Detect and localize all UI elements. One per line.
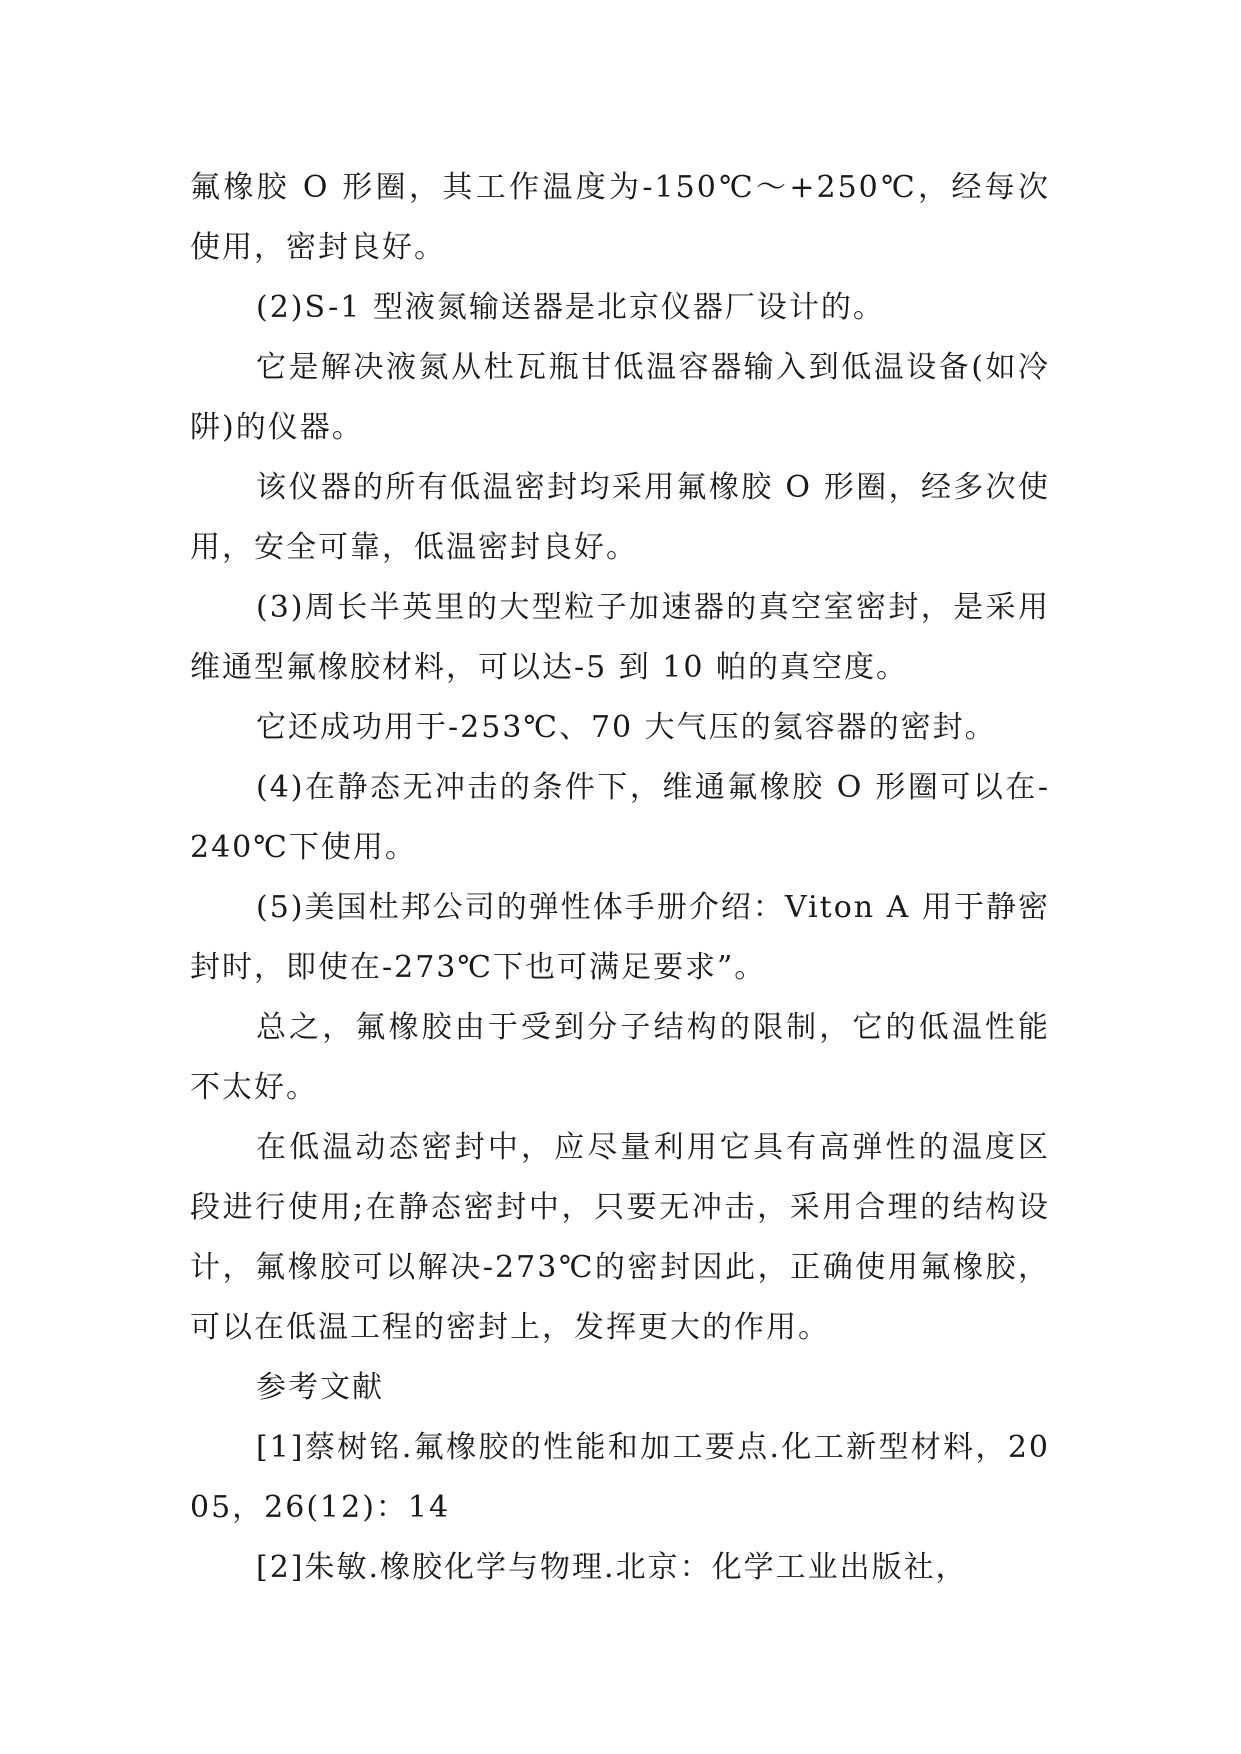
paragraph: (4)在静态无冲击的条件下，维通氟橡胶 O 形圈可以在-240℃下使用。 xyxy=(190,770,1050,865)
paragraph: (2)S-1 型液氮输送器是北京仪器厂设计的。 xyxy=(256,290,885,325)
paragraph: (5)美国杜邦公司的弹性体手册介绍：Viton A 用于静密封时，即使在-273℃下也可满足要求”。 xyxy=(190,890,1050,985)
reference-item: [2]朱敏.橡胶化学与物理.北京：化学工业出版社， xyxy=(256,1550,968,1585)
body-text xyxy=(190,158,1050,1598)
paragraph: 在低温动态密封中，应尽量利用它具有高弹性的温度区段进行使用;在静态密封中，只要无冲击，采用合理的结构设计，氟橡胶可以解决-273℃的密封因此，正确使用氟橡胶，可以在低温工程的密封上，发挥更大的作用。 xyxy=(190,1130,1050,1345)
paragraph: 总之，氟橡胶由于受到分子结构的限制，它的低温性能不太好。 xyxy=(190,1010,1050,1105)
paragraph: 它是解决液氮从杜瓦瓶甘低温容器输入到低温设备(如冷阱)的仪器。 xyxy=(190,350,1050,445)
paragraph: 该仪器的所有低温密封均采用氟橡胶 O 形圈，经多次使用，安全可靠，低温密封良好。 xyxy=(190,470,1050,565)
reference-item: [1]蔡树铭.氟橡胶的性能和加工要点.化工新型材料，2005，26(12)：14 xyxy=(190,1430,1050,1525)
references-heading: 参考文献 xyxy=(256,1370,384,1405)
paragraph: 氟橡胶 O 形圈，其工作温度为-150℃～+250℃，经每次使用，密封良好。 xyxy=(190,170,1050,265)
paragraph: 它还成功用于-253℃、70 大气压的氦容器的密封。 xyxy=(256,710,997,745)
paragraph: (3)周长半英里的大型粒子加速器的真空室密封，是采用维通型氟橡胶材料，可以达-5 到 10 帕的真空度。 xyxy=(190,590,1050,685)
